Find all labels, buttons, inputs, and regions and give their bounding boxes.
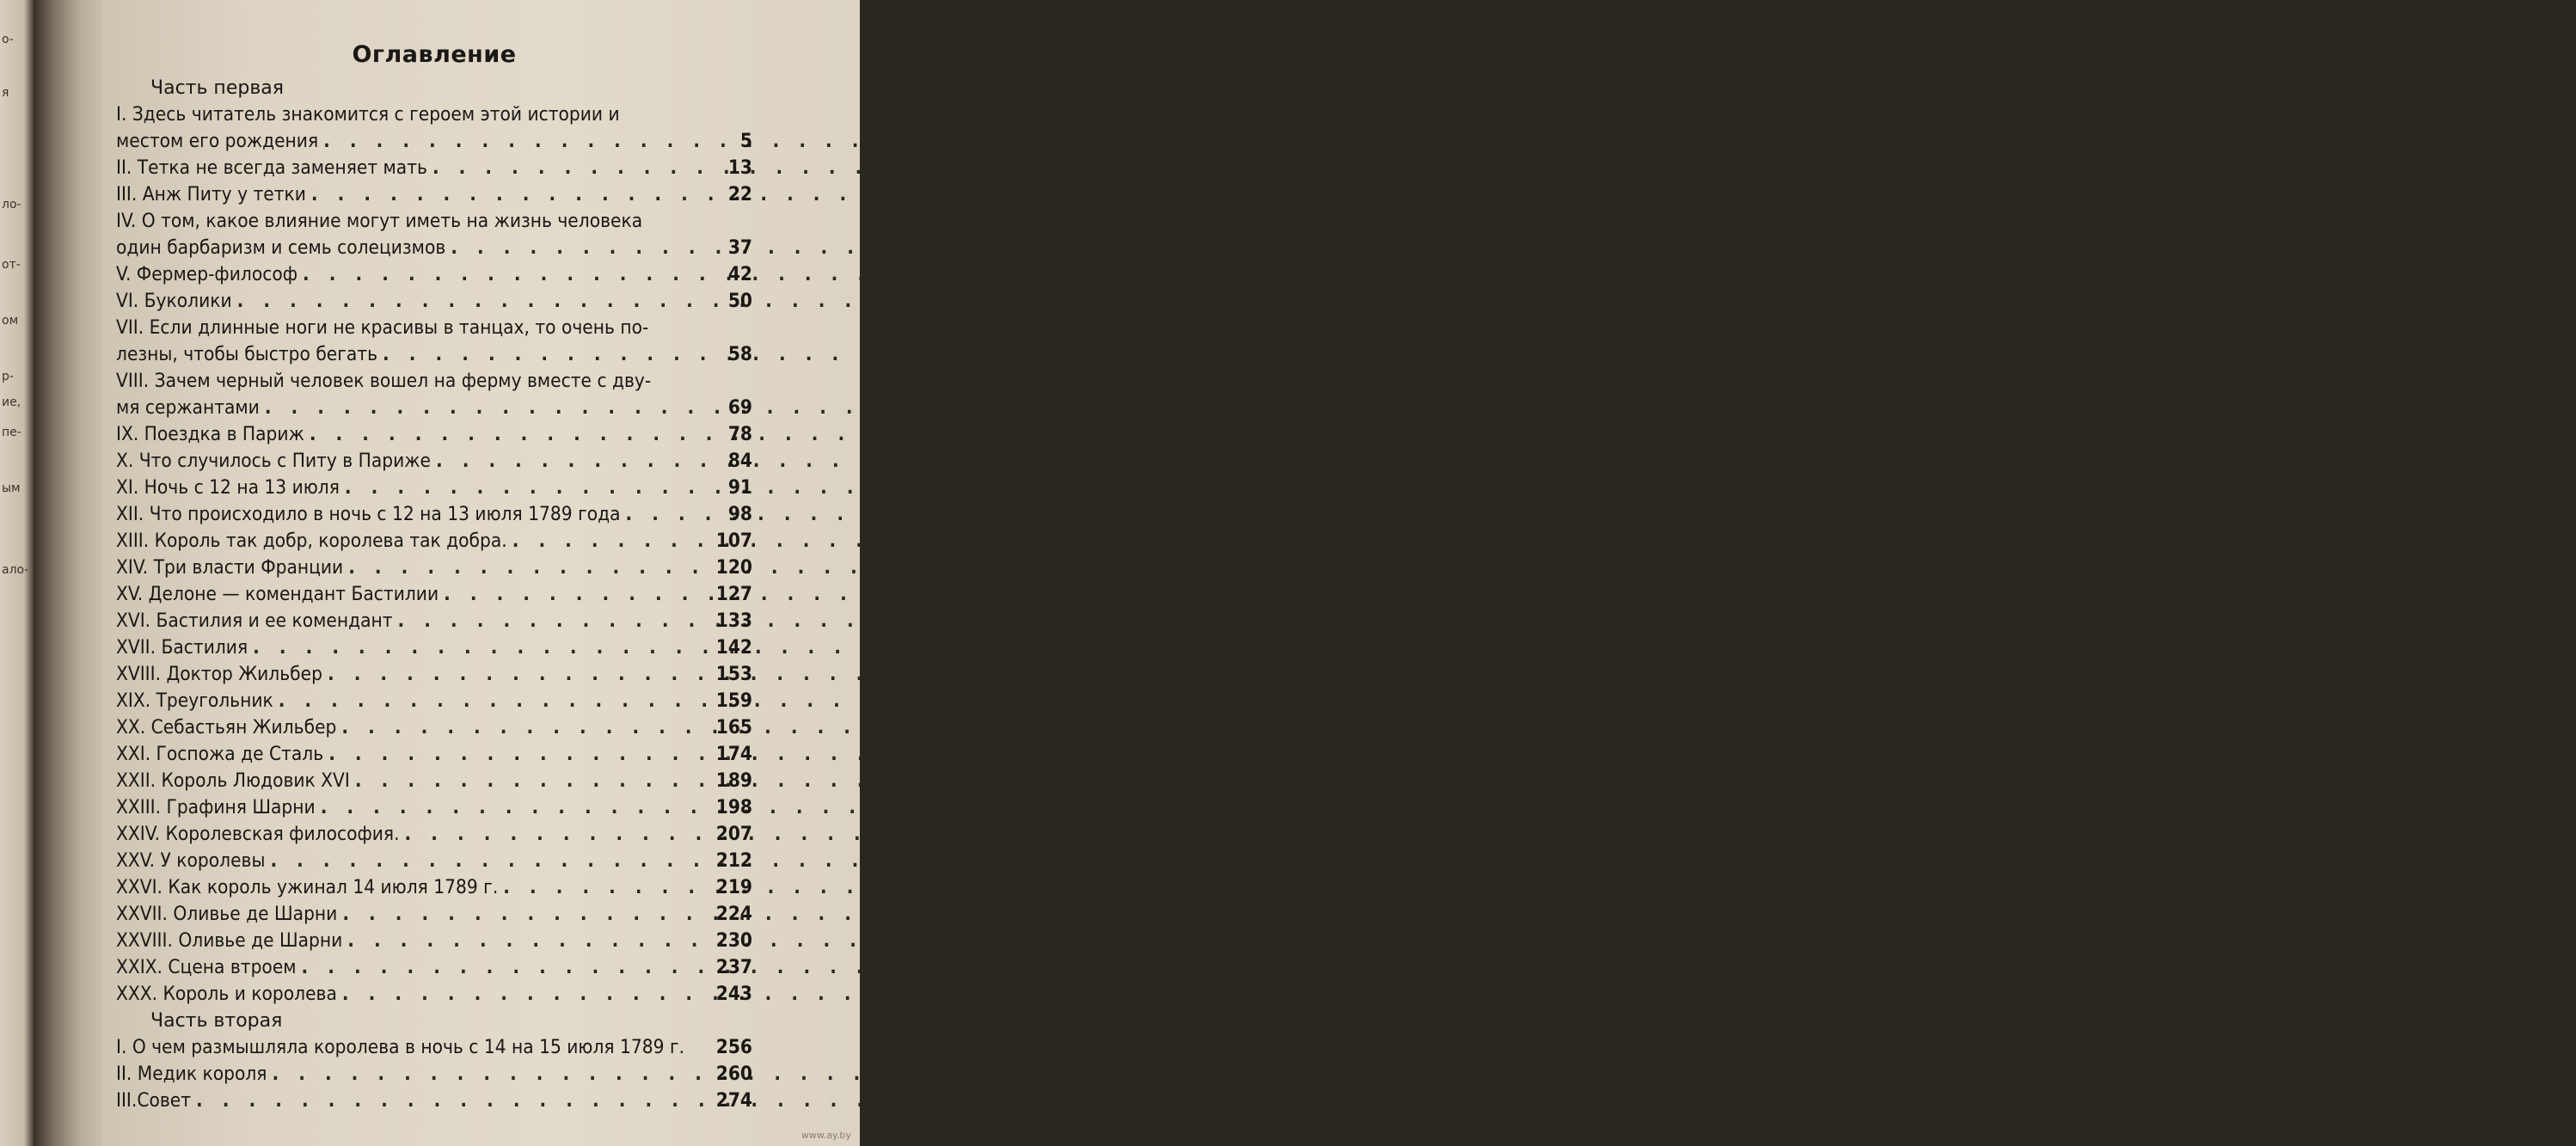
- toc-entry[interactable]: [116, 421, 752, 448]
- toc-entry-title: XII. Что происходило в ночь с 12 на 13 июля 1789 года: [116, 503, 621, 525]
- toc-entry-title: XIII. Король так добр, королева так добра.: [116, 530, 507, 552]
- facing-page-fragment: ом: [2, 314, 19, 328]
- dot-leader: [355, 768, 711, 794]
- toc-entry[interactable]: [116, 181, 752, 208]
- toc-entry-title: IX. Поездка в Париж: [116, 423, 304, 445]
- facing-page-fragment: р-: [2, 370, 14, 383]
- facing-page-fragment: от-: [2, 258, 21, 272]
- toc-entry-page-number: 50: [727, 290, 752, 312]
- toc-entry-page-number: 224: [715, 903, 752, 925]
- toc-entry-page-number: 133: [715, 610, 752, 632]
- toc-entry[interactable]: [116, 981, 752, 1008]
- dot-leader: [328, 741, 711, 768]
- toc-entry-title: III.Совет: [116, 1089, 192, 1112]
- toc-entry[interactable]: [116, 288, 752, 315]
- dot-leader: [302, 954, 711, 981]
- dot-leader: [303, 261, 723, 288]
- toc-entry-title: VI. Буколики: [116, 290, 232, 312]
- toc-entry[interactable]: [116, 901, 752, 928]
- toc-entry[interactable]: [116, 261, 752, 288]
- toc-entry[interactable]: [116, 714, 752, 741]
- toc-entry-page-number: 189: [715, 769, 752, 792]
- toc-entry-title: XXIII. Графиня Шарни: [116, 796, 316, 818]
- dot-leader: [348, 555, 711, 581]
- dot-leader: [253, 634, 711, 661]
- toc-entry-page-number: 274: [715, 1089, 752, 1112]
- toc-entry-title: XVIII. Доктор Жильбер: [116, 663, 322, 685]
- toc-entry-title: XV. Делоне — комендант Бастилии: [116, 583, 439, 605]
- toc-entry-page-number: 91: [727, 476, 752, 499]
- dot-leader: [347, 928, 710, 954]
- dot-leader: [512, 528, 711, 555]
- facing-page-fragment: ие,: [2, 395, 21, 409]
- toc-entry-page-number: 207: [715, 823, 752, 845]
- toc-entry[interactable]: [116, 501, 752, 528]
- toc-entry-title: X. Что случилось с Питу в Париже: [116, 450, 431, 472]
- toc-entry[interactable]: [116, 688, 752, 714]
- toc-entry-page-number: 120: [715, 556, 752, 579]
- toc-entry[interactable]: [116, 741, 752, 768]
- dot-leader: [398, 608, 711, 634]
- dot-leader: [503, 874, 710, 901]
- toc-entry-title-line: VII. Если длинные ноги не красивы в танцах, то очень по-: [116, 316, 649, 339]
- toc-entry-page-number: 256: [715, 1036, 752, 1058]
- toc-entry-page-number: 22: [727, 183, 752, 205]
- toc-entry-title: XIV. Три власти Франции: [116, 556, 344, 579]
- toc-entry[interactable]: [116, 1061, 752, 1088]
- facing-page-fragment: ло-: [2, 198, 21, 211]
- toc-entry[interactable]: [116, 1088, 752, 1114]
- dot-leader: [237, 288, 723, 315]
- toc-entry-page-number: 58: [727, 343, 752, 365]
- watermark: www.ay.by: [800, 1130, 851, 1141]
- toc-entry[interactable]: [116, 874, 752, 901]
- toc-entry[interactable]: [116, 848, 752, 874]
- dot-leader: [383, 341, 723, 368]
- part-one-entries: [116, 101, 752, 1008]
- dot-leader: [311, 181, 723, 208]
- toc-entry-title-line: I. Здесь читатель знакомится с героем этой истории и: [116, 103, 620, 126]
- book-gutter: [34, 0, 112, 1146]
- dot-leader: [310, 421, 723, 448]
- dot-leader: [342, 901, 710, 928]
- toc-entry-page-number: 127: [715, 583, 752, 605]
- toc-entry-page-number: 243: [715, 983, 752, 1005]
- toc-entry[interactable]: [116, 1034, 752, 1061]
- toc-entry-title-line: IV. О том, какое влияние могут иметь на жизнь человека: [116, 210, 643, 232]
- toc-entry[interactable]: [116, 528, 752, 555]
- dot-leader: [341, 714, 710, 741]
- toc-entry[interactable]: [116, 954, 752, 981]
- toc-entry-page-number: 230: [715, 929, 752, 952]
- toc-entry-title: XIX. Треугольник: [116, 689, 273, 712]
- dot-leader: [321, 794, 711, 821]
- toc-entry-title: XXII. Король Людовик XVI: [116, 769, 350, 792]
- toc-entry[interactable]: [116, 794, 752, 821]
- toc-entry[interactable]: [116, 448, 752, 475]
- dot-leader: [626, 501, 723, 528]
- facing-page-fragment: ало-: [2, 563, 29, 577]
- toc-entry-page-number: 107: [715, 530, 752, 552]
- toc-entry-title: II. Тетка не всегда заменяет мать: [116, 156, 427, 179]
- toc-entry-title: XXV. У королевы: [116, 849, 266, 872]
- toc-entry-title: I. О чем размышляла королева в ночь с 14 на 15 июля 1789 г.: [116, 1036, 685, 1058]
- dot-leader: [405, 821, 711, 848]
- toc-entry-page-number: 69: [727, 396, 752, 419]
- toc-entry-title: XXVII. Оливье де Шарни: [116, 903, 338, 925]
- toc-entry[interactable]: [116, 608, 752, 634]
- dot-leader: [451, 235, 723, 261]
- facing-page-fragment: о-: [2, 33, 14, 46]
- toc-entry-page-number: 198: [715, 796, 752, 818]
- toc-entry-title: XXI. Госпожа де Сталь: [116, 743, 324, 765]
- toc-entry[interactable]: [116, 634, 752, 661]
- toc-entry-title: XXIV. Королевская философия.: [116, 823, 400, 845]
- toc-entry-page-number: 153: [715, 663, 752, 685]
- toc-entry-title: XXVI. Как король ужинал 14 июля 1789 г.: [116, 876, 499, 898]
- toc-entry[interactable]: [116, 928, 752, 954]
- toc-entry-page-number: 84: [727, 450, 752, 472]
- toc-entry-title: II. Медик короля: [116, 1063, 267, 1085]
- toc-entry-title-line: VIII. Зачем черный человек вошел на ферму вместе с дву-: [116, 370, 652, 392]
- dot-leader: [345, 475, 723, 501]
- dot-leader: [432, 155, 723, 181]
- toc-entry[interactable]: [116, 581, 752, 608]
- toc-entry-title: XI. Ночь с 12 на 13 июля: [116, 476, 340, 499]
- facing-page-fragment: я: [2, 86, 9, 100]
- toc-entry[interactable]: [116, 155, 752, 181]
- facing-page-edge: [0, 0, 34, 1146]
- toc-entry-title: III. Анж Питу у тетки: [116, 183, 306, 205]
- toc-entry-page-number: 98: [727, 503, 752, 525]
- toc-entry[interactable]: [116, 101, 752, 155]
- toc-entry-page-number: 260: [715, 1063, 752, 1085]
- toc-entry-title: V. Фермер-философ: [116, 263, 298, 285]
- toc-entry-page-number: 165: [715, 716, 752, 738]
- toc-entry-title: XVI. Бастилия и ее комендант: [116, 610, 393, 632]
- toc-entry-page-number: 37: [727, 236, 752, 259]
- dot-leader: [323, 128, 735, 155]
- dot-leader: [196, 1088, 711, 1114]
- toc-entry[interactable]: [116, 768, 752, 794]
- toc-entry-page-number: 237: [715, 956, 752, 978]
- toc-entry-page-number: 212: [715, 849, 752, 872]
- toc-entry[interactable]: [116, 555, 752, 581]
- dot-leader: [279, 688, 711, 714]
- toc-entry-title: один барбаризм и семь солецизмов: [116, 236, 446, 259]
- toc-entry-page-number: 13: [727, 156, 752, 179]
- toc-entry-page-number: 5: [739, 130, 752, 152]
- part-two-entries: [116, 1034, 752, 1114]
- part-one-heading: Часть первая: [150, 77, 284, 99]
- toc-entry[interactable]: [116, 661, 752, 688]
- toc-entry-title: XXIX. Сцена втроем: [116, 956, 297, 978]
- toc-entry-page-number: 159: [715, 689, 752, 712]
- toc-entry-page-number: 78: [727, 423, 752, 445]
- toc-entry-title: XXVIII. Оливье де Шарни: [116, 929, 343, 952]
- dot-leader: [272, 1061, 710, 1088]
- toc-entry-title: лезны, чтобы быстро бегать: [116, 343, 378, 365]
- toc-entry-title: XXX. Король и королева: [116, 983, 337, 1005]
- toc-entry[interactable]: [116, 368, 752, 421]
- toc-entry-page-number: 42: [727, 263, 752, 285]
- dot-leader: [444, 581, 711, 608]
- toc-entry-title: мя сержантами: [116, 396, 260, 419]
- toc-entry-page-number: 219: [715, 876, 752, 898]
- facing-page-fragment: ым: [2, 481, 21, 495]
- page-title: Оглавление: [352, 41, 517, 68]
- dot-leader: [270, 848, 710, 874]
- table-of-contents: [116, 41, 752, 1114]
- toc-entry[interactable]: [116, 821, 752, 848]
- toc-entry-title: XVII. Бастилия: [116, 636, 248, 659]
- toc-entry[interactable]: [116, 475, 752, 501]
- toc-entry-title: местом его рождения: [116, 130, 319, 152]
- dot-leader: [342, 981, 711, 1008]
- dot-leader: [265, 395, 723, 421]
- dot-leader: [328, 661, 711, 688]
- facing-page-fragment: пе-: [2, 426, 21, 439]
- part-two-heading: Часть вторая: [150, 1010, 283, 1032]
- toc-entry-page-number: 174: [715, 743, 752, 765]
- toc-entry[interactable]: [116, 315, 752, 368]
- toc-entry-page-number: 142: [715, 636, 752, 659]
- toc-entry[interactable]: [116, 208, 752, 261]
- toc-entry-title: XX. Себастьян Жильбер: [116, 716, 337, 738]
- dot-leader: [436, 448, 723, 475]
